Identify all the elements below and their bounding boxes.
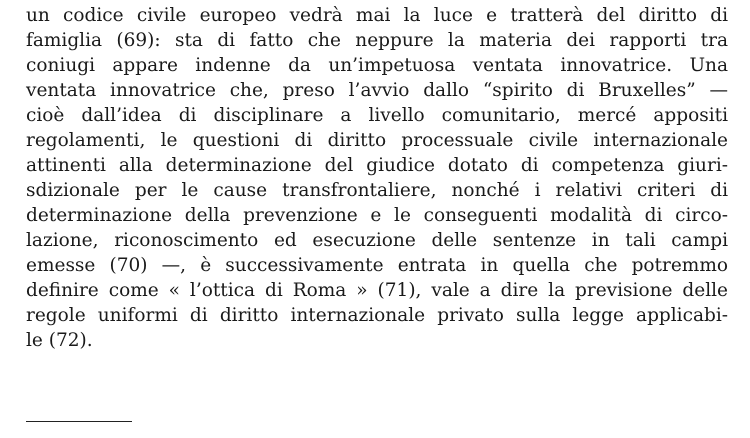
text-line: le (72). <box>26 330 93 351</box>
text-line: un codice civile europeo vedrà mai la luce e tratterà del diritto di <box>26 5 728 26</box>
text-line: definire come « l’ottica di Roma » (71), vale a dire la previsione delle <box>26 280 728 301</box>
text-line: regole uniformi di diritto internazionale privato sulla legge applicabi- <box>26 305 728 326</box>
text-line: emesse (70) —, è successivamente entrata in quella che potremmo <box>26 255 728 276</box>
text-line: sdizionale per le cause transfrontaliere, nonché i relativi criteri di <box>26 180 728 201</box>
text-line: cioè dall’idea di disciplinare a livello comunitario, mercé appositi <box>26 105 728 126</box>
text-line: regolamenti, le questioni di diritto processuale civile internazionale <box>26 130 728 151</box>
footnote-separator <box>26 421 132 422</box>
text-line: determinazione della prevenzione e le conseguenti modalità di circo- <box>26 205 728 226</box>
text-line: famiglia (69): sta di fatto che neppure la materia dei rapporti tra <box>26 30 728 51</box>
text-line: ventata innovatrice che, preso l’avvio dallo “spirito di Bruxelles” — <box>26 80 728 101</box>
text-line: attinenti alla determinazione del giudice dotato di competenza giuri- <box>26 155 728 176</box>
text-line: coniugi appare indenne da un’impetuosa ventata innovatrice. Una <box>26 55 728 76</box>
text-line: lazione, riconoscimento ed esecuzione delle sentenze in tali campi <box>26 230 728 251</box>
